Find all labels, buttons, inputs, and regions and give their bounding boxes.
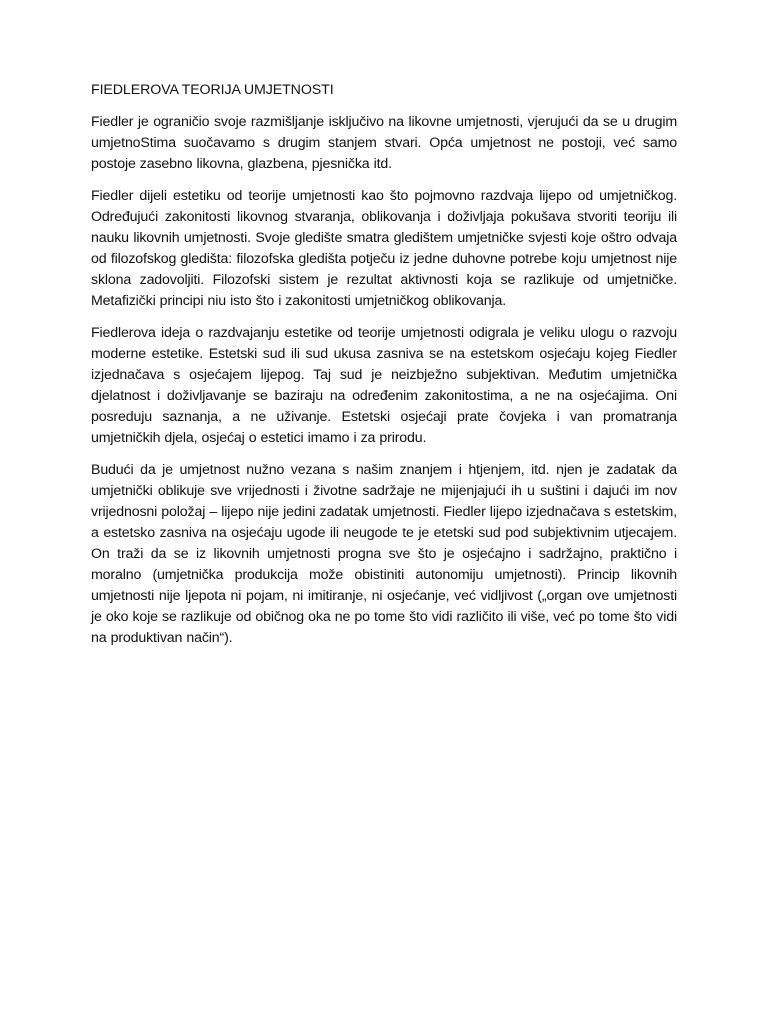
paragraph-1: Fiedler je ograničio svoje razmišljanje isključivo na likovne umjetnosti, vjerujući da se u drugim umjetnoStima suočavamo s drugim stanjem stvari. Opća umjetnost ne postoji, već samo postoje zasebno likovna, glazbena, pjesnička itd. (91, 114, 677, 172)
document-page (91, 80, 677, 660)
paragraph-4: Budući da je umjetnost nužno vezana s našim znanjem i htjenjem, itd. njen je zadatak da umjetnički oblikuje sve vrijednosti i životne sadržaje ne mijenjajući ih u suštini i dajući im nov vrijednosni položaj – lijepo nije jedini zadatak umjetnosti. Fiedler lijepo izjednačava s estetskim, a estetsko zasniva na osjećaju ugode ili neugode te je etetski sud pod subjektivnim utjecajem. On traži da se iz likovnih umjetnosti progna sve što je osjećajno i sadržajno, praktično i moralno (umjetnička produkcija može obistiniti autonomiju umjetnosti). Princip likovnih umjetnosti nije ljepota ni pojam, ni imitiranje, ni osjećanje, već vidljivost („organ ove umjetnosti je oko koje se razlikuje od običnog oka ne po tome što vidi različito ili više, već po tome što vidi na produktivan način“). (91, 462, 677, 646)
paragraph-3: Fiedlerova ideja o razdvajanju estetike od teorije umjetnosti odigrala je veliku ulogu o razvoju moderne estetike. Estetski sud ili sud ukusa zasniva se na estetskom osjećaju kojeg Fiedler izjednačava s osjećajem lijepog. Taj sud je neizbježno subjektivan. Međutim umjetnička djelatnost i doživljavanje se baziraju na određenim zakonitostima, a ne na osjećajima. Oni posreduju saznanja, a ne uživanje. Estetski osjećaji prate čovjeka i van promatranja umjetničkih djela, osjećaj o estetici imamo i za prirodu. (91, 325, 677, 446)
document-title: FIEDLEROVA TEORIJA UMJETNOSTI (91, 82, 334, 98)
paragraph-2: Fiedler dijeli estetiku od teorije umjetnosti kao što pojmovno razdvaja lijepo od umjetničkog. Određujući zakonitosti likovnog stvaranja, oblikovanja i doživljaja pokušava stvoriti teoriju ili nauku likovnih umjetnosti. Svoje gledište smatra gledištem umjetničke svjesti koje oštro odvaja od filozofskog gledišta: filozofska gledišta potječu iz jedne duhovne potrebe koju umjetnost nije sklona zadovoljiti. Filozofski sistem je rezultat aktivnosti koja se razlikuje od umjetničke. Metafizički principi niu isto što i zakonitosti umjetničkog oblikovanja. (91, 188, 677, 309)
